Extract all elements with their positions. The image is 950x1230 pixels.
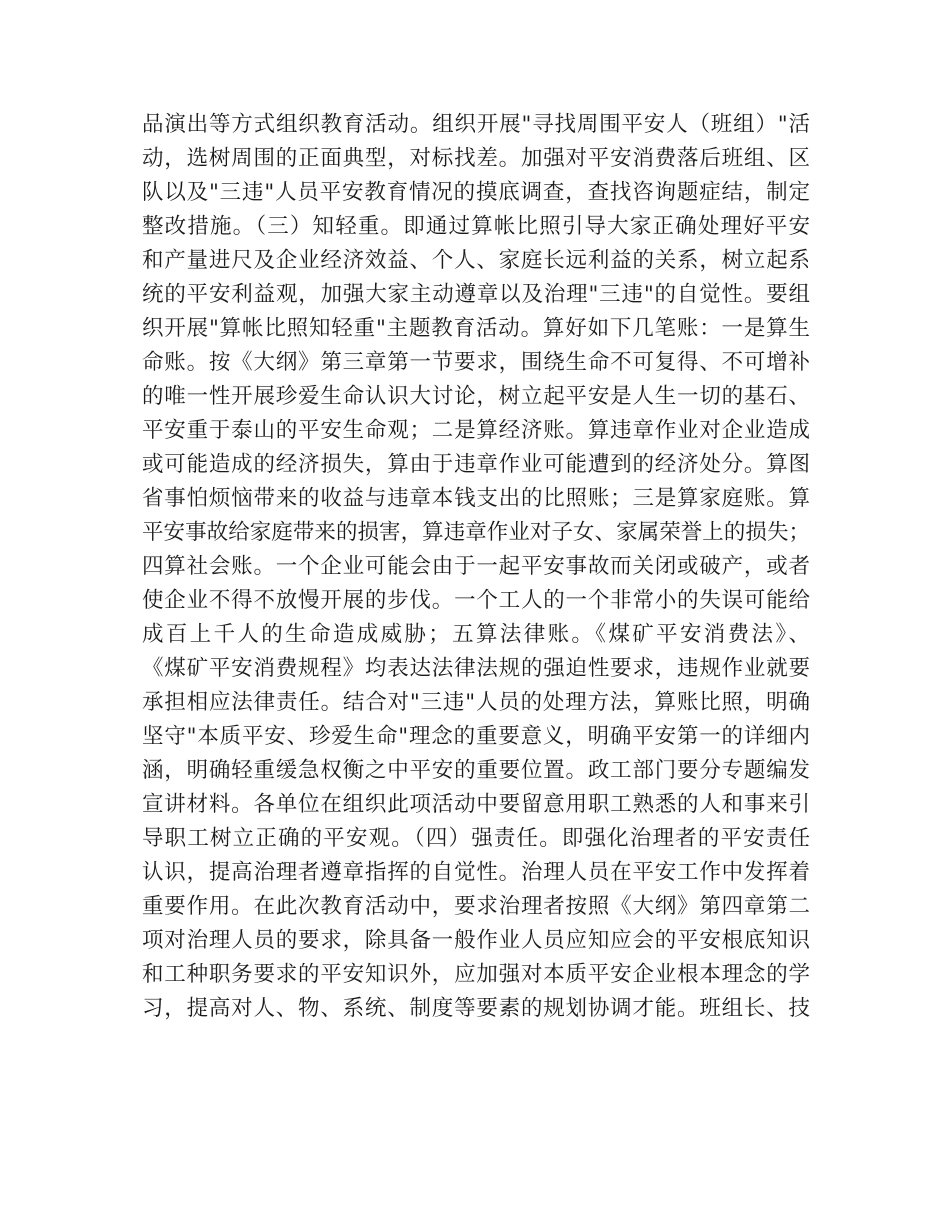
text-line: 或可能造成的经济损失，算由于违章作业可能遭到的经济处分。算图 (142, 452, 810, 477)
text-line: 使企业不得不放慢开展的步伐。一个工人的一个非常小的失误可能给 (142, 588, 810, 613)
text-line: 队以及"三违"人员平安教育情况的摸底调查，查找咨询题症结，制定 (142, 180, 810, 205)
text-line: 省事怕烦恼带来的收益与违章本钱支出的比照账；三是算家庭账。算 (142, 486, 810, 511)
text-line: 宣讲材料。各单位在组织此项活动中要留意用职工熟悉的人和事来引 (142, 792, 810, 817)
body-text (142, 108, 810, 1026)
text-line: 和产量进尺及企业经济效益、个人、家庭长远利益的关系，树立起系 (142, 248, 810, 273)
text-line: 四算社会账。一个企业可能会由于一起平安事故而关闭或破产，或者 (142, 554, 810, 579)
text-line: 平安重于泰山的平安生命观；二是算经济账。算违章作业对企业造成 (142, 418, 810, 443)
text-line: 动，选树周围的正面典型，对标找差。加强对平安消费落后班组、区 (142, 146, 810, 171)
text-line: 《煤矿平安消费规程》均表达法律法规的强迫性要求，违规作业就要 (142, 656, 810, 681)
text-line: 和工种职务要求的平安知识外，应加强对本质平安企业根本理念的学 (142, 962, 810, 987)
text-line: 导职工树立正确的平安观。（四）强责任。即强化治理者的平安责任 (142, 826, 810, 851)
text-line: 成百上千人的生命造成威胁；五算法律账。《煤矿平安消费法》、 (142, 622, 810, 647)
text-line: 统的平安利益观，加强大家主动遵章以及治理"三违"的自觉性。要组 (142, 282, 810, 307)
text-line: 坚守"本质平安、珍爱生命"理念的重要意义，明确平安第一的详细内 (142, 724, 810, 749)
text-line: 品演出等方式组织教育活动。组织开展"寻找周围平安人（班组）"活 (142, 112, 810, 137)
text-line: 承担相应法律责任。结合对"三违"人员的处理方法，算账比照，明确 (142, 690, 810, 715)
text-line: 重要作用。在此次教育活动中，要求治理者按照《大纲》第四章第二 (142, 894, 810, 919)
text-line: 命账。按《大纲》第三章第一节要求，围绕生命不可复得、不可增补 (142, 350, 810, 375)
text-line: 织开展"算帐比照知轻重"主题教育活动。算好如下几笔账：一是算生 (142, 316, 810, 341)
text-line: 项对治理人员的要求，除具备一般作业人员应知应会的平安根底知识 (142, 928, 810, 953)
text-line: 整改措施。（三）知轻重。即通过算帐比照引导大家正确处理好平安 (142, 214, 810, 239)
text-line: 习，提高对人、物、系统、制度等要素的规划协调才能。班组长、技 (142, 996, 810, 1021)
text-line: 涵，明确轻重缓急权衡之中平安的重要位置。政工部门要分专题编发 (142, 758, 810, 783)
text-line: 认识，提高治理者遵章指挥的自觉性。治理人员在平安工作中发挥着 (142, 860, 810, 885)
text-line: 的唯一性开展珍爱生命认识大讨论，树立起平安是人生一切的基石、 (142, 384, 810, 409)
text-line: 平安事故给家庭带来的损害，算违章作业对子女、家属荣誉上的损失； (142, 520, 810, 545)
